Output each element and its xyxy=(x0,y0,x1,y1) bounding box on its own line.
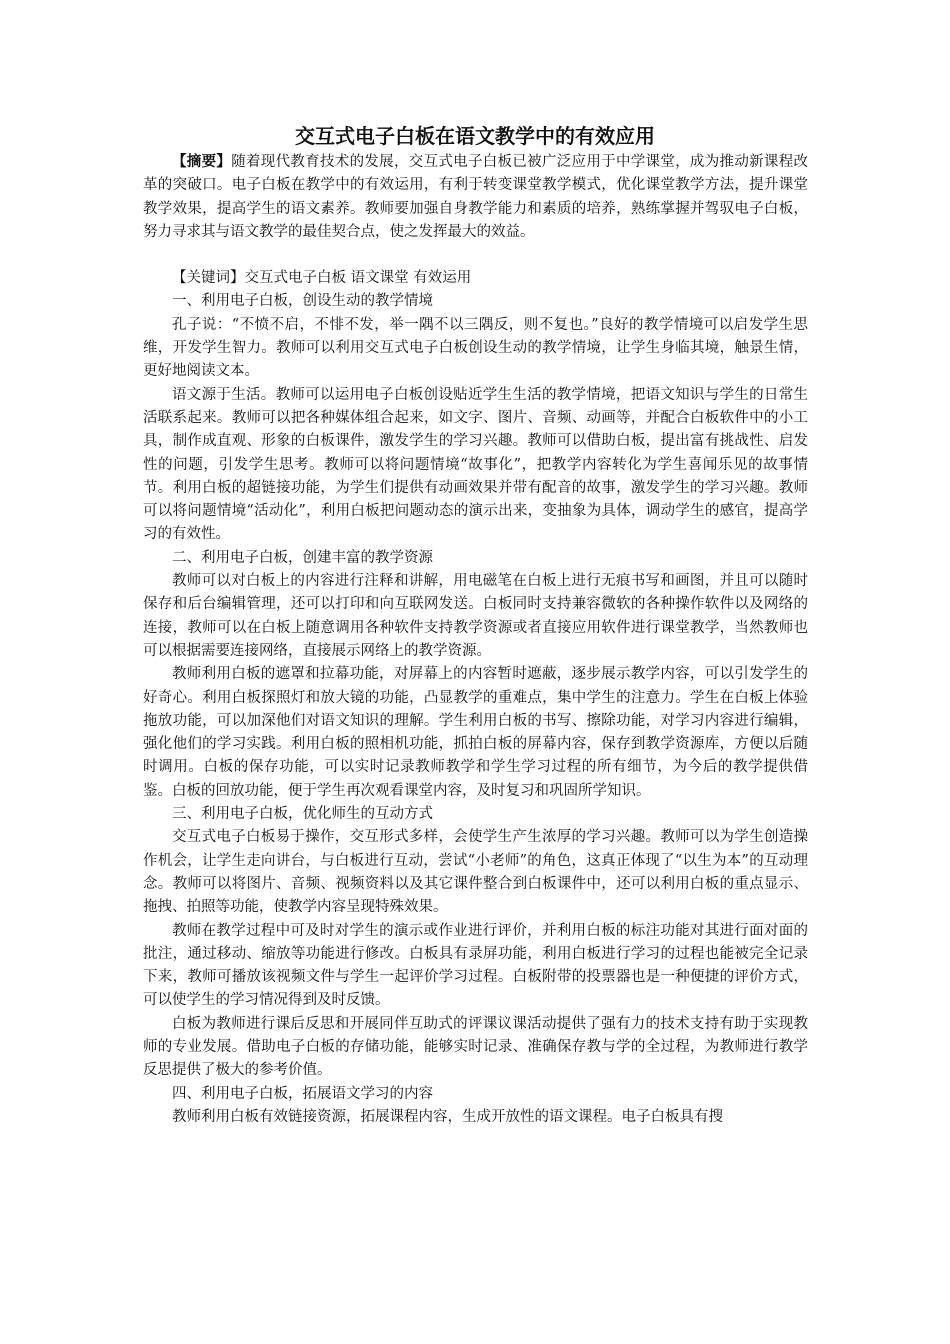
section-4-heading: 四、利用电子白板，拓展语文学习的内容 xyxy=(172,1085,433,1102)
document-title: 交互式电子白板在语文教学中的有效应用 xyxy=(295,124,655,148)
section-1-heading: 一、利用电子白板，创设生动的教学情境 xyxy=(172,293,433,310)
section-3-paragraph: 白板为教师进行课后反思和开展同伴互助式的评课议课活动提供了强有力的技术支持有助于实现教师的专业发展。借助电子白板的存储功能，能够实时记录、准确保存教与学的全过程，为教师进行教学反思提供了极大的参考价值。 xyxy=(143,1015,808,1079)
section-1-paragraph: 语文源于生活。教师可以运用电子白板创设贴近学生生活的教学情境，把语文知识与学生的日常生活联系起来。教师可以把各种媒体组合起来，如文字、图片、音频、动画等，并配合白板软件中的小工具，制作成直观、形象的白板课件，激发学生的学习兴趣。教师可以借助白板，提出富有挑战性、启发性的问题，引发学生思考。教师可以将问题情境“故事化”，把教学内容转化为学生喜闻乐见的故事情节。利用白板的超链接功能，为学生们提供有动画效果并带有配音的故事，激发学生的学习兴趣。教师可以将问题情境“活动化”，利用白板把问题动态的演示出来，变抽象为具体，调动学生的感官，提高学习的有效性。 xyxy=(143,386,808,543)
abstract-text: 随着现代教育技术的发展，交互式电子白板已被广泛应用于中学课堂，成为推动新课程改革的突破口。电子白板在教学中的有效运用，有利于转变课堂教学模式，优化课堂教学方法，提升课堂教学效果，提高学生的语文素养。教师要加强自身教学能力和素质的培养，熟练掌握并驾驭电子白板，努力寻求其与语文教学的最佳契合点，使之发挥最大的效益。 xyxy=(143,154,809,240)
section-3-paragraph: 教师在教学过程中可及时对学生的演示或作业进行评价，并利用白板的标注功能对其进行面对面的批注，通过移动、缩放等功能进行修改。白板具有录屏功能，利用白板进行学习的过程也能被完全记录下来，教师可播放该视频文件与学生一起评价学习过程。白板附带的投票器也是一种便捷的评价方式，可以使学生的学习情况得到及时反馈。 xyxy=(143,922,808,1009)
section-2-heading: 二、利用电子白板，创建丰富的教学资源 xyxy=(172,549,433,566)
section-1-paragraph: 孔子说：“不愤不启，不悱不发，举一隅不以三隅反，则不复也。”良好的教学情境可以启发学生思维，开发学生智力。教师可以利用交互式电子白板创设生动的教学情境，让学生身临其境，触景生情，更好地阅读文本。 xyxy=(143,316,808,380)
section-2-paragraph: 教师可以对白板上的内容进行注释和讲解，用电磁笔在白板上进行无痕书写和画图，并且可以随时保存和后台编辑管理，还可以打印和向互联网发送。白板同时支持兼容微软的各种操作软件以及网络的连接，教师可以在白板上随意调用各种软件支持教学资源或者直接应用软件进行课堂教学，当然教师也可以根据需要连接网络，直接展示网络上的教学资源。 xyxy=(143,573,808,659)
abstract-paragraph xyxy=(143,150,808,244)
section-3-paragraph: 交互式电子白板易于操作，交互形式多样，会使学生产生浓厚的学习兴趣。教师可以为学生创造操作机会，让学生走向讲台，与白板进行互动，尝试“小老师”的角色，这真正体现了“以生为本”的互动理念。教师可以将图片、音频、视频资料以及其它课件整合到白板课件中，还可以利用白板的重点显示、拖拽、拍照等功能，使教学内容呈现特殊效果。 xyxy=(143,829,808,916)
abstract-tag: 【摘要】 xyxy=(172,153,232,170)
section-2-paragraph: 教师利用白板的遮罩和拉幕功能，对屏幕上的内容暂时遮蔽，逐步展示教学内容，可以引发学生的好奇心。利用白板探照灯和放大镜的功能，凸显教学的重难点，集中学生的注意力。学生在白板上体验拖放功能，可以加深他们对语文知识的理解。学生利用白板的书写、擦除功能，对学习内容进行编辑，强化他们的学习实践。利用白板的照相机功能，抓拍白板的屏幕内容，保存到教学资源库，方便以后随时调用。白板的保存功能，可以实时记录教师教学和学生学习过程的所有细节，为今后的教学提供借鉴。白板的回放功能，便于学生再次观看课堂内容，及时复习和巩固所学知识。 xyxy=(143,666,808,799)
document-body xyxy=(143,150,808,1129)
section-3-heading: 三、利用电子白板，优化师生的互动方式 xyxy=(172,806,433,823)
section-4-paragraph: 教师利用白板有效链接资源，拓展课程内容，生成开放性的语文课程。电子白板具有搜 xyxy=(172,1108,723,1125)
keywords-line: 【关键词】交互式电子白板 语文课堂 有效运用 xyxy=(172,270,472,287)
